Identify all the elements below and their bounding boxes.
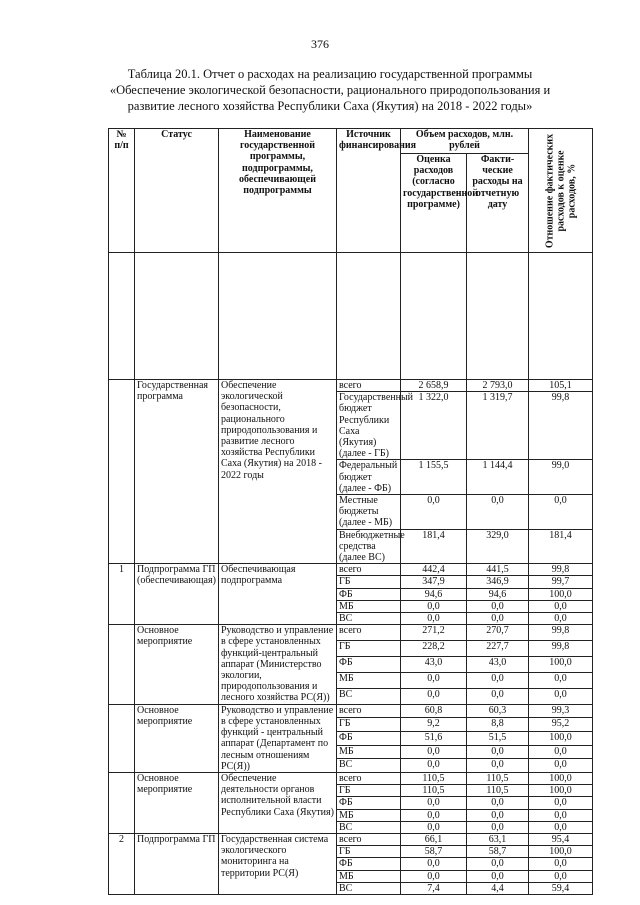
row-actual: 0,0	[467, 688, 529, 704]
header-num: № п/п	[109, 129, 135, 253]
row-actual: 329,0	[467, 529, 529, 564]
row-estimate: 0,0	[401, 809, 467, 821]
row-estimate: 0,0	[401, 858, 467, 870]
row-actual: 0,0	[467, 797, 529, 809]
row-estimate: 442,4	[401, 564, 467, 576]
table-row	[109, 772, 593, 784]
row-actual: 51,5	[467, 731, 529, 745]
row-estimate: 2 658,9	[401, 380, 467, 392]
row-estimate: 0,0	[401, 759, 467, 773]
row-actual: 0,0	[467, 745, 529, 759]
row-estimate: 0,0	[401, 870, 467, 882]
row-name: Государственная система экологического мониторинга на территории РС(Я)	[219, 833, 337, 894]
row-ratio: 100,0	[529, 588, 593, 600]
row-estimate: 0,0	[401, 745, 467, 759]
row-source: МБ	[337, 672, 401, 688]
row-ratio: 0,0	[529, 613, 593, 625]
row-actual: 110,5	[467, 772, 529, 784]
row-status: Государственная программа	[135, 380, 219, 564]
row-number: 2	[109, 833, 135, 894]
header-ratio: Отношение фактических расходов к оценке расходов, %	[544, 133, 577, 248]
row-source: ФБ	[337, 588, 401, 600]
row-estimate: 9,2	[401, 718, 467, 732]
row-source: ВС	[337, 821, 401, 833]
header-status: Статус	[135, 129, 219, 253]
header-ratio-cell	[529, 129, 593, 253]
row-estimate: 271,2	[401, 625, 467, 641]
row-estimate: 110,5	[401, 772, 467, 784]
row-ratio: 100,0	[529, 657, 593, 673]
row-source: ГБ	[337, 641, 401, 657]
row-source: всего	[337, 833, 401, 845]
header-source: Источник финансирования	[337, 129, 401, 253]
row-source: Государственный бюджет Республики Саха (Якутия) (далее - ГБ)	[337, 392, 401, 460]
row-ratio: 99,8	[529, 564, 593, 576]
table-row	[109, 833, 593, 845]
row-name: Руководство и управление в сфере установленных функций - центральный аппарат (Департамент по лесным отношениям РС(Я))	[219, 704, 337, 772]
page-number: 376	[311, 37, 329, 51]
row-ratio: 59,4	[529, 882, 593, 894]
row-ratio: 95,2	[529, 718, 593, 732]
row-ratio: 181,4	[529, 529, 593, 564]
row-name: Обеспечение деятельности органов исполнительной власти Республики Саха (Якутия)	[219, 772, 337, 833]
row-source: МБ	[337, 745, 401, 759]
row-estimate: 51,6	[401, 731, 467, 745]
row-source: всего	[337, 625, 401, 641]
table-row	[109, 625, 593, 641]
row-source: ФБ	[337, 657, 401, 673]
row-estimate: 60,8	[401, 704, 467, 718]
row-actual: 0,0	[467, 495, 529, 530]
row-source: ГБ	[337, 846, 401, 858]
row-actual: 0,0	[467, 809, 529, 821]
row-ratio: 0,0	[529, 759, 593, 773]
title-line: Таблица 20.1. Отчет о расходах на реализацию государственной программы	[127, 67, 533, 81]
row-actual: 270,7	[467, 625, 529, 641]
row-number: 1	[109, 564, 135, 625]
row-status: Основное мероприятие	[135, 625, 219, 704]
row-ratio: 0,0	[529, 797, 593, 809]
row-source: всего	[337, 380, 401, 392]
row-actual: 0,0	[467, 858, 529, 870]
row-actual: 4,4	[467, 882, 529, 894]
row-name: Обеспечение экологической безопасности, рационального природопользования и развитие лесного хозяйства Республики Саха (Якутия) на 2018 - 2022 годы	[219, 380, 337, 564]
row-source: всего	[337, 564, 401, 576]
row-source: Местные бюджеты (далее - МБ)	[337, 495, 401, 530]
spacer-row	[109, 253, 593, 380]
row-ratio: 0,0	[529, 495, 593, 530]
row-actual: 43,0	[467, 657, 529, 673]
table-row	[109, 704, 593, 718]
row-source: МБ	[337, 600, 401, 612]
row-source: МБ	[337, 870, 401, 882]
row-ratio: 99,8	[529, 641, 593, 657]
row-ratio: 100,0	[529, 846, 593, 858]
row-ratio: 99,3	[529, 704, 593, 718]
row-estimate: 0,0	[401, 672, 467, 688]
row-ratio: 0,0	[529, 688, 593, 704]
row-source: ФБ	[337, 731, 401, 745]
row-actual: 441,5	[467, 564, 529, 576]
header-volume: Объем расходов, млн. рублей	[401, 129, 529, 154]
row-number	[109, 625, 135, 704]
row-actual: 1 319,7	[467, 392, 529, 460]
title-line: развитие лесного хозяйства Республики Саха (Якутия) на 2018 - 2022 годы»	[127, 99, 533, 113]
row-estimate: 0,0	[401, 797, 467, 809]
row-estimate: 110,5	[401, 785, 467, 797]
row-estimate: 1 322,0	[401, 392, 467, 460]
row-ratio: 99,0	[529, 460, 593, 495]
row-number	[109, 380, 135, 564]
row-actual: 58,7	[467, 846, 529, 858]
row-estimate: 181,4	[401, 529, 467, 564]
row-status: Основное мероприятие	[135, 772, 219, 833]
table-row	[109, 564, 593, 576]
row-ratio: 0,0	[529, 745, 593, 759]
row-estimate: 66,1	[401, 833, 467, 845]
row-estimate: 0,0	[401, 613, 467, 625]
row-actual: 0,0	[467, 821, 529, 833]
row-source: ГБ	[337, 718, 401, 732]
row-name: Обеспечивающая подпрограмма	[219, 564, 337, 625]
row-source: ГБ	[337, 576, 401, 588]
row-status: Основное мероприятие	[135, 704, 219, 772]
row-actual: 94,6	[467, 588, 529, 600]
row-name: Руководство и управление в сфере установленных функций-центральный аппарат (Министерство экологии, природопользования и лесного хозяйства РС(Я))	[219, 625, 337, 704]
row-actual: 1 144,4	[467, 460, 529, 495]
row-estimate: 58,7	[401, 846, 467, 858]
row-ratio: 99,7	[529, 576, 593, 588]
row-estimate: 1 155,5	[401, 460, 467, 495]
row-actual: 0,0	[467, 600, 529, 612]
row-ratio: 105,1	[529, 380, 593, 392]
row-ratio: 100,0	[529, 785, 593, 797]
table-body	[109, 380, 593, 895]
row-source: ВС	[337, 613, 401, 625]
row-ratio: 0,0	[529, 821, 593, 833]
row-actual: 110,5	[467, 785, 529, 797]
row-source: всего	[337, 772, 401, 784]
row-actual: 0,0	[467, 613, 529, 625]
row-ratio: 99,8	[529, 392, 593, 460]
row-actual: 8,8	[467, 718, 529, 732]
row-actual: 60,3	[467, 704, 529, 718]
table-row	[109, 380, 593, 392]
table-title	[70, 66, 590, 114]
row-ratio: 99,8	[529, 625, 593, 641]
row-ratio: 100,0	[529, 772, 593, 784]
row-actual: 2 793,0	[467, 380, 529, 392]
expenses-table	[108, 128, 593, 895]
row-estimate: 0,0	[401, 495, 467, 530]
row-number	[109, 772, 135, 833]
row-estimate: 7,4	[401, 882, 467, 894]
row-estimate: 228,2	[401, 641, 467, 657]
row-source: ВС	[337, 882, 401, 894]
row-estimate: 94,6	[401, 588, 467, 600]
row-actual: 346,9	[467, 576, 529, 588]
row-actual: 0,0	[467, 759, 529, 773]
row-actual: 227,7	[467, 641, 529, 657]
row-source: ВС	[337, 759, 401, 773]
row-actual: 0,0	[467, 672, 529, 688]
row-source: МБ	[337, 809, 401, 821]
row-ratio: 0,0	[529, 858, 593, 870]
row-source: ФБ	[337, 797, 401, 809]
header-actual: Факти-ческие расходы на отчетную дату	[467, 154, 529, 253]
row-estimate: 0,0	[401, 821, 467, 833]
row-ratio: 0,0	[529, 600, 593, 612]
row-ratio: 95,4	[529, 833, 593, 845]
row-actual: 0,0	[467, 870, 529, 882]
row-estimate: 43,0	[401, 657, 467, 673]
row-estimate: 0,0	[401, 600, 467, 612]
row-ratio: 0,0	[529, 809, 593, 821]
row-actual: 63,1	[467, 833, 529, 845]
header-name: Наименование государственной программы, подпрограммы, обеспечивающей подпрограммы	[219, 129, 337, 253]
row-source: ФБ	[337, 858, 401, 870]
row-status: Подпрограмма ГП	[135, 833, 219, 894]
row-source: Федеральный бюджет (далее - ФБ)	[337, 460, 401, 495]
row-source: Внебюджетные средства (далее ВС)	[337, 529, 401, 564]
row-source: всего	[337, 704, 401, 718]
title-line: «Обеспечение экологической безопасности, рационального природопользования и	[109, 83, 551, 97]
row-number	[109, 704, 135, 772]
row-ratio: 0,0	[529, 672, 593, 688]
row-ratio: 100,0	[529, 731, 593, 745]
row-source: ГБ	[337, 785, 401, 797]
header-row	[109, 129, 593, 154]
row-source: ВС	[337, 688, 401, 704]
header-estimate: Оценка расходов (согласно государственной программе)	[401, 154, 467, 253]
row-estimate: 0,0	[401, 688, 467, 704]
row-ratio: 0,0	[529, 870, 593, 882]
row-estimate: 347,9	[401, 576, 467, 588]
row-status: Подпрограмма ГП (обеспечивающая)	[135, 564, 219, 625]
